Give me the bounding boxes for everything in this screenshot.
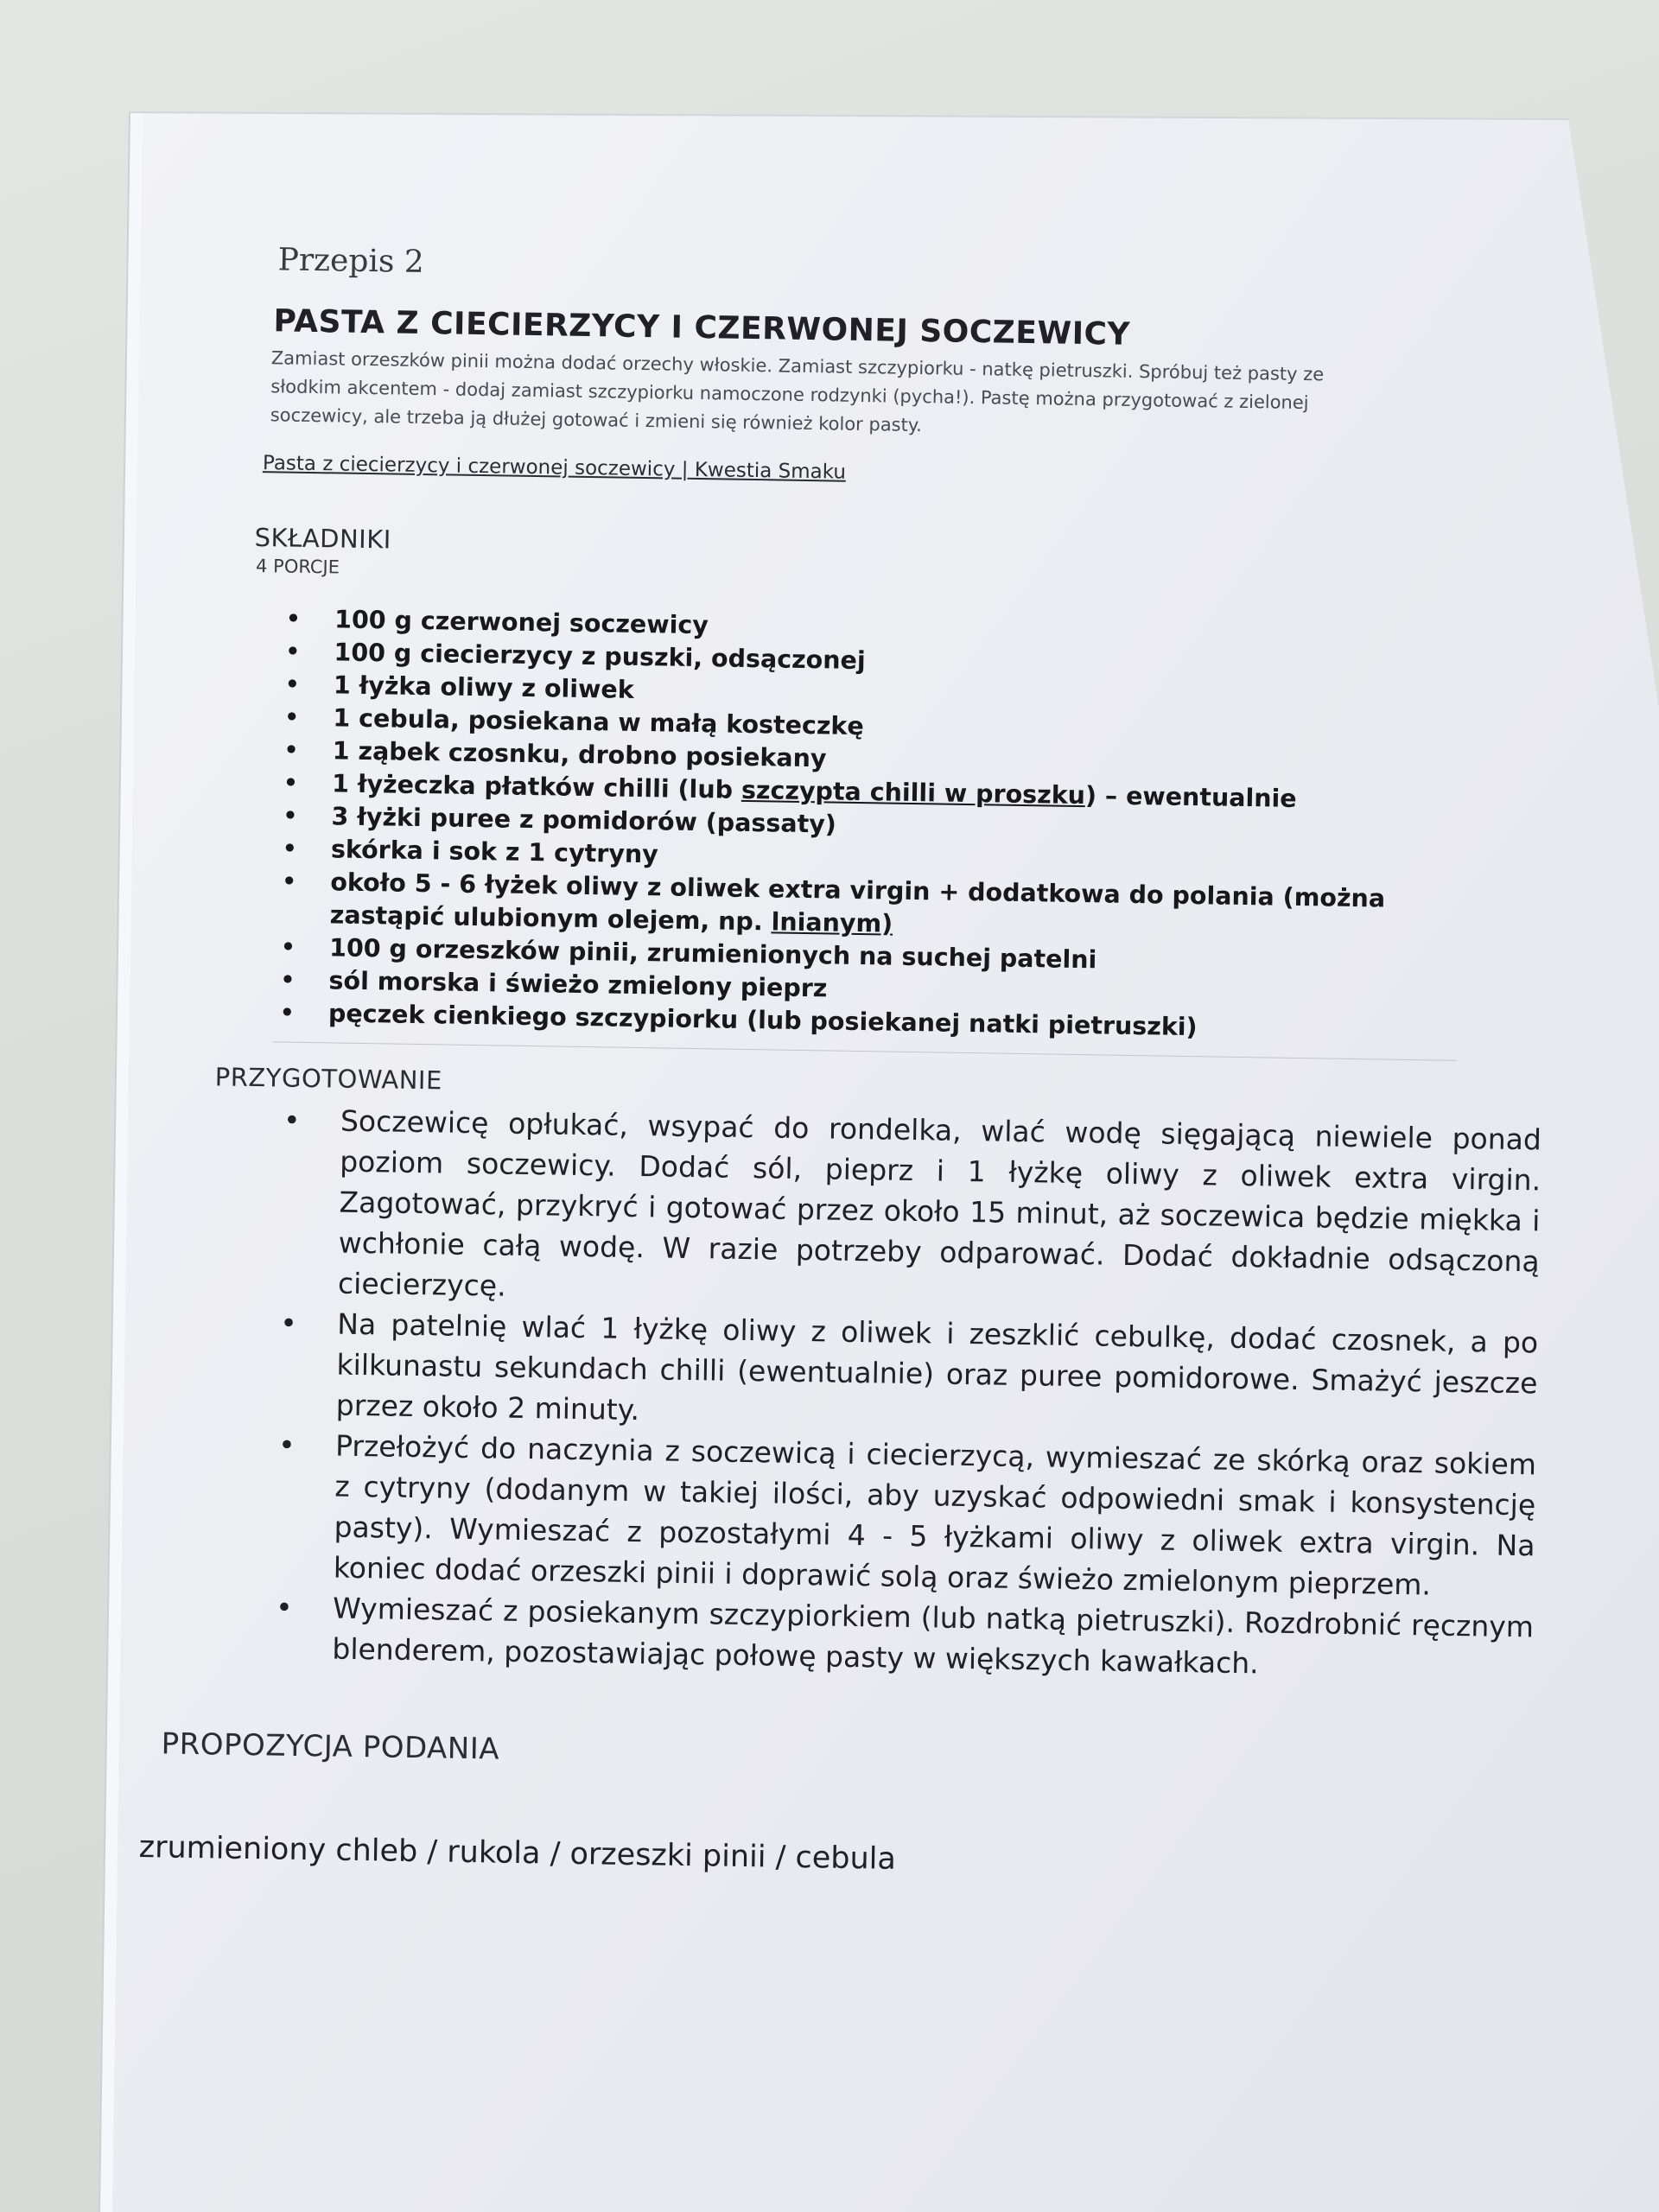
source-link: Pasta z ciecierzycy i czerwonej soczewicy | Kwestia Smaku (262, 452, 847, 484)
bullet: • (280, 967, 296, 994)
bullet: • (285, 606, 302, 632)
ingredient-text: 1 łyżeczka płatków chilli (lub (331, 769, 742, 804)
recipe-content (138, 242, 1542, 1885)
bullet: • (285, 639, 301, 665)
recipe-number: Przepis 2 (277, 242, 425, 280)
serving-heading: PROPOZYCJA PODANIA (161, 1726, 500, 1767)
step-text: Przełożyć do naczynia z soczewicą i ciecierzycą, wymieszać ze skórką oraz sokiem z cytryny (dodanym w takiej ilości, aby uzyskać odpowiedni smak i konsystencję pasty). Wymieszać z pozostałymi 4 - 5 łyżkami oliwy z oliwek extra virgin. Na koniec dodać orzeszki pinii i doprawić solą oraz świeżo zmielonym pieprzem. (333, 1428, 1537, 1602)
bullet: • (284, 671, 300, 698)
step-text: Wymieszać z posiekanym szczypiorkiem (lub natką pietruszki). Rozdrobnić ręcznym blenderem, pozostawiając połowę pasty w większych kawałkach. (332, 1591, 1535, 1681)
bullet: • (283, 803, 298, 830)
bullet: • (282, 868, 297, 895)
step-text: Na patelnię wlać 1 łyżkę oliwy z oliwek i zeszklić cebulkę, dodać czosnek, a po kilkunastu sekundach chilli (ewentualnie) oraz puree pomidorowe. Smażyć jeszcze przez około 2 minuty. (335, 1306, 1539, 1427)
preparation-steps (202, 1098, 1542, 1687)
ingredient-text: pęczek cienkiego szczypiorku (lub posiekanej natki pietruszki) (327, 999, 1198, 1042)
ingredient-text: 100 g ciecierzycy z puszki, odsączonej (334, 638, 866, 676)
ingredient-text: ) – ewentualnie (1084, 781, 1297, 813)
bullet: • (283, 1103, 301, 1137)
recipe-title: PASTA Z CIECIERZYCY I CZERWONEJ SOCZEWICY (273, 303, 1131, 353)
ingredient-text: sól morska i świeżo zmielony pieprz (328, 966, 828, 1003)
ingredient-text: około 5 - 6 łyżek oliwy z oliwek extra virgin + dodatkowa do polania (można zastąpić ulubionym olejem, np. (329, 868, 1386, 937)
recipe-intro: Zamiast orzeszków pinii można dodać orzechy włoskie. Zamiast szczypiorku - natkę pietruszki. Spróbuj też pasty ze słodkim akcentem - dodaj zamiast szczypiorku namoczone rodzynki (pycha!). Pastę można przygotować z zielonej soczewicy, ale trzeba ją dłużej gotować i zmieni się również kolor pasty. (270, 347, 1325, 436)
step-item (243, 1099, 1542, 1323)
bullet: • (280, 934, 296, 961)
ingredients-list (247, 602, 1490, 1048)
ingredient-text: 100 g orzeszków pinii, zrumienionych na suchej patelni (328, 933, 1097, 975)
ingredient-text: 1 łyżka oliwy z oliwek (333, 671, 634, 704)
step-item (238, 1424, 1537, 1607)
ingredient-text: 100 g czerwonej soczewicy (334, 605, 709, 640)
bullet: • (275, 1590, 293, 1624)
ingredients-heading: SKŁADNIKI (254, 522, 392, 555)
bullet: • (283, 770, 299, 797)
ingredient-text: skórka i sok z 1 cytryny (330, 835, 659, 869)
ingredient-text: 1 cebula, posiekana w małą kosteczkę (333, 703, 864, 741)
ingredient-text: 3 łyżki puree z pomidorów (passaty) (331, 802, 837, 839)
serving-suggestion: zrumieniony chleb / rukola / orzeszki pinii / cebula (138, 1830, 897, 1877)
bullet: • (279, 1000, 295, 1027)
bullet: • (277, 1427, 296, 1462)
servings-label: 4 PORCJE (255, 555, 340, 578)
bullet: • (283, 737, 299, 764)
linseed-oil-link[interactable]: lnianym) (771, 907, 893, 938)
bullet: • (280, 1306, 298, 1340)
step-item (241, 1302, 1539, 1445)
bullet: • (282, 836, 297, 862)
chilli-powder-link[interactable]: szczypta chilli w proszku (741, 775, 1086, 810)
ingredient-text: 1 ząbek czosnku, drobno posiekany (332, 736, 827, 773)
preparation-heading: PRZYGOTOWANIE (214, 1062, 443, 1096)
step-text: Soczewicę opłukać, wsypać do rondelka, wlać wodę sięgającą niewiele ponad poziom soczewicy. Dodać sól, pieprz i 1 łyżkę oliwy z oliwek extra virgin. Zagotować, przykryć i gotować przez około 15 minut, aż soczewica będzie miękka i wchłonie całą wodę. W razie potrzeby odparować. Dodać dokładnie odsączoną ciecierzycę. (337, 1103, 1542, 1303)
bullet: • (284, 704, 300, 731)
